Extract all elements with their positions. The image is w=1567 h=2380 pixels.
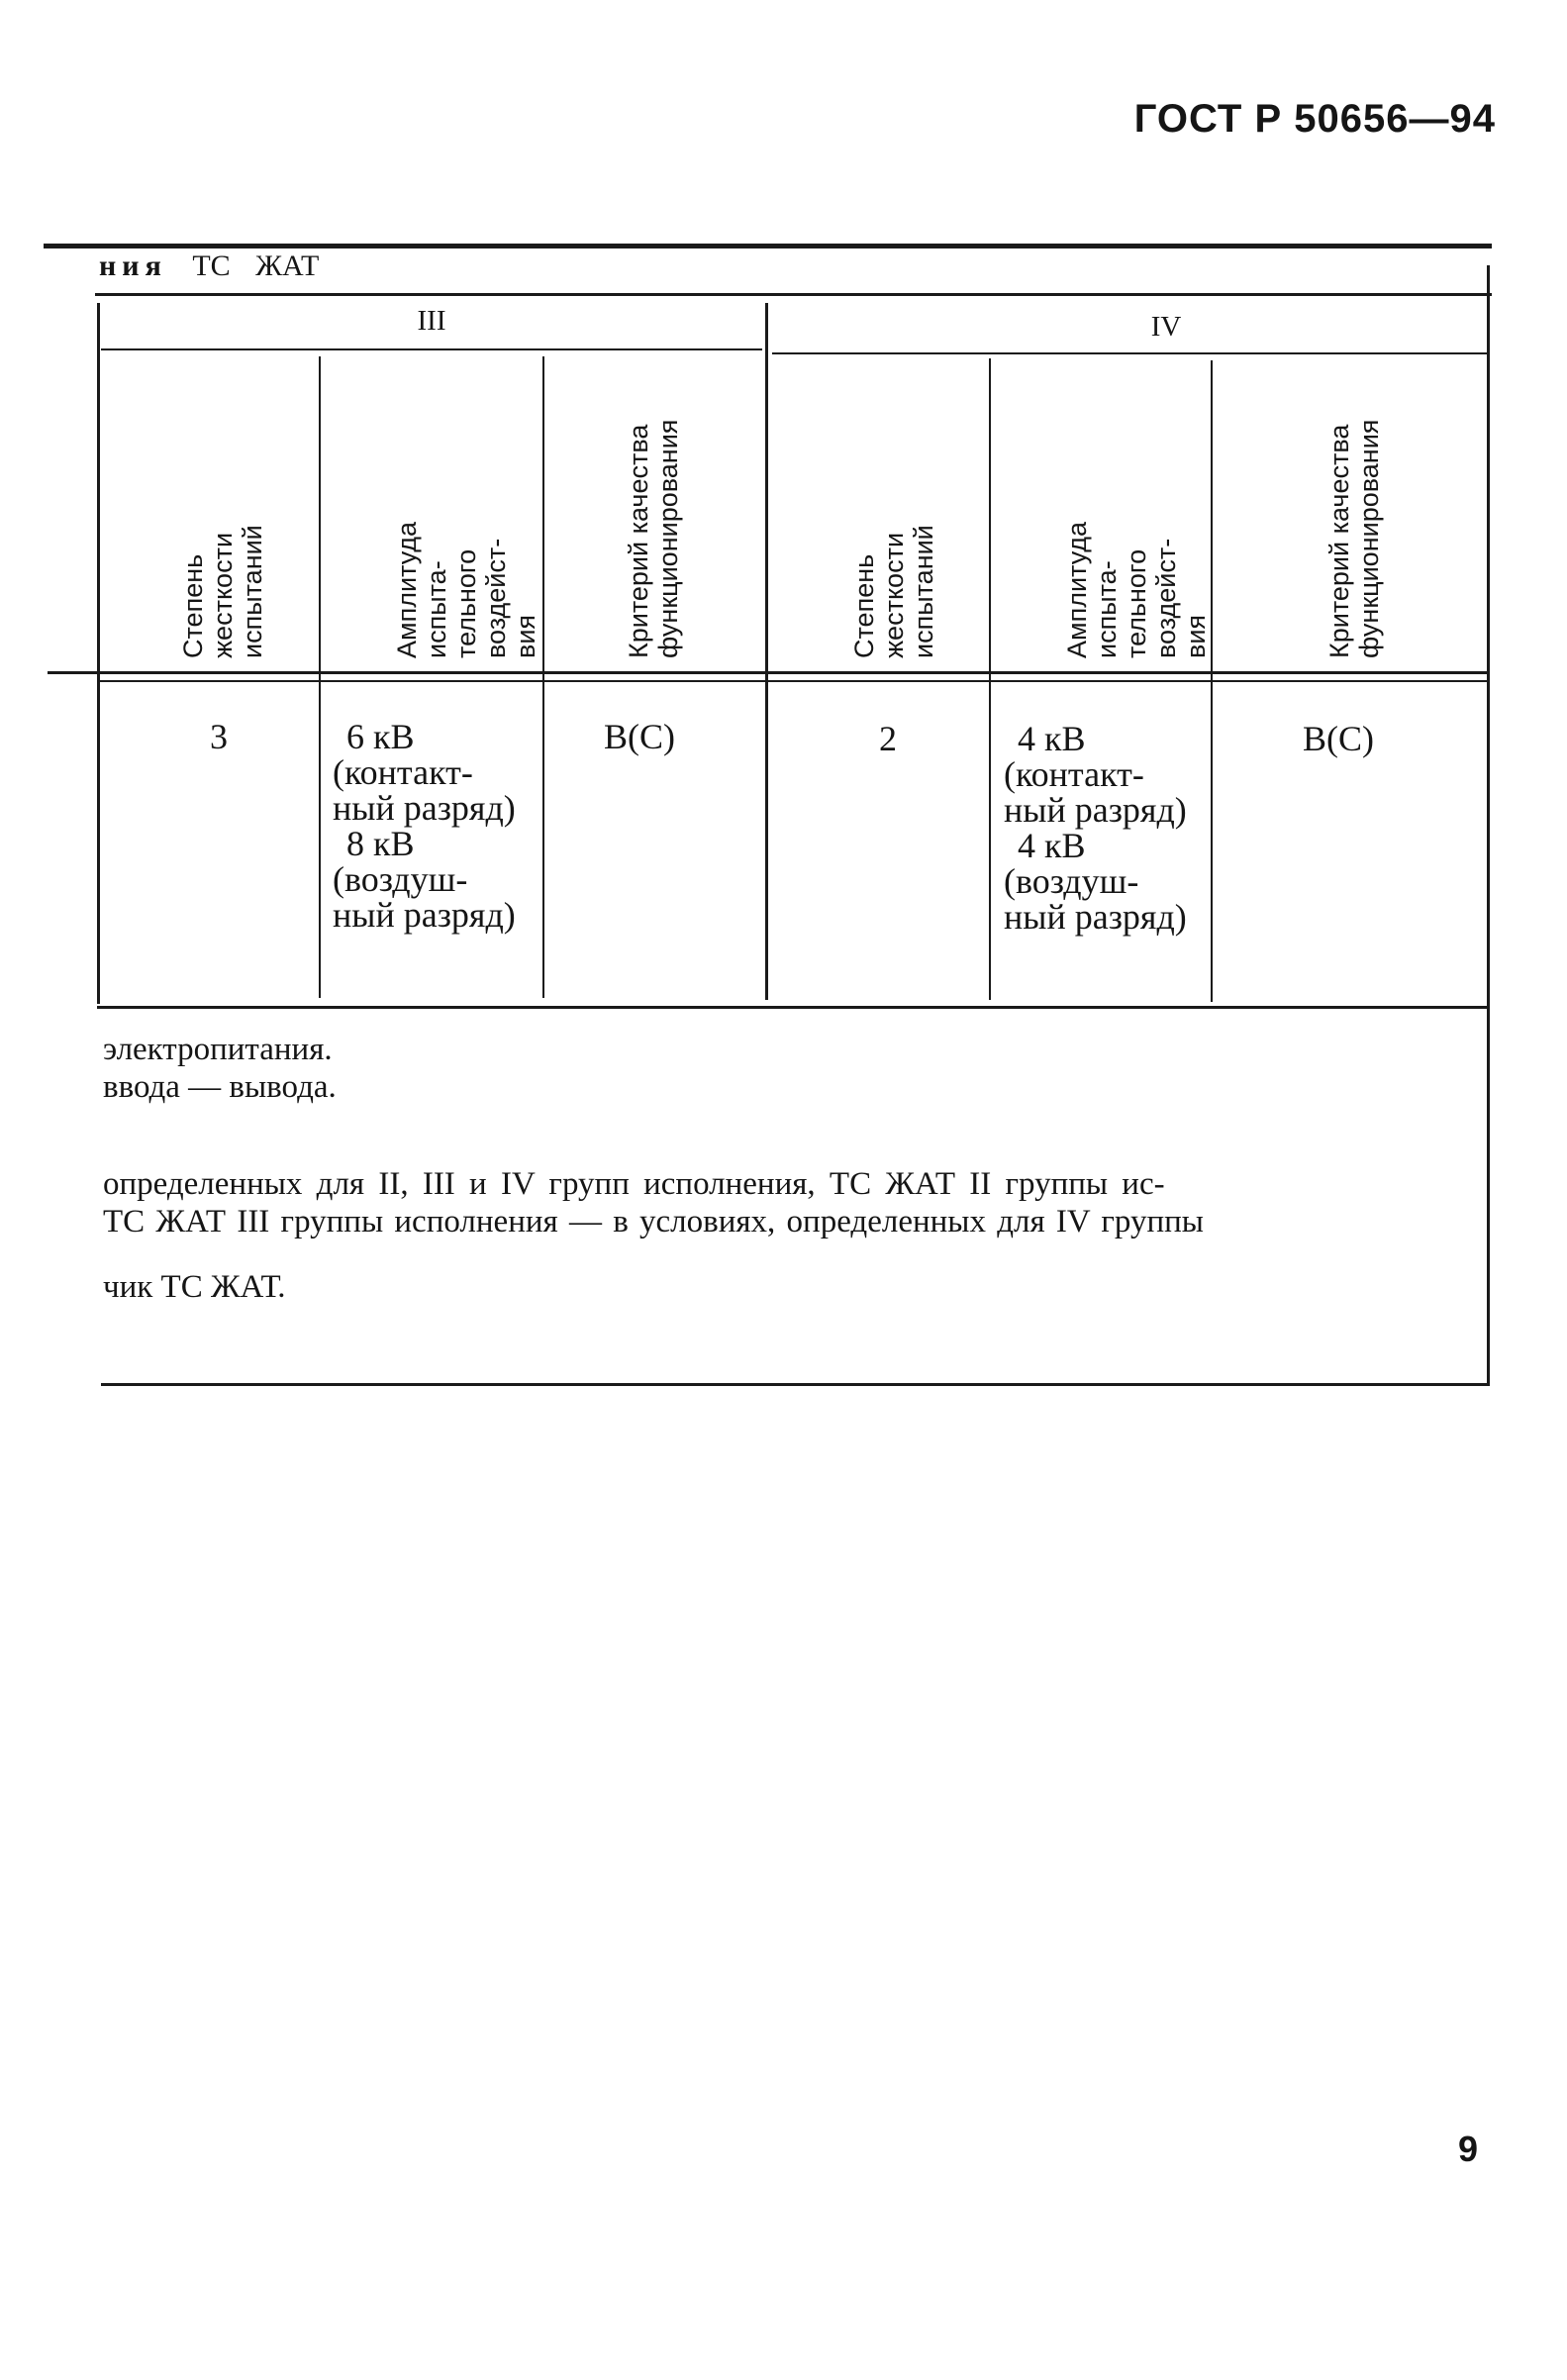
col-divider-2	[542, 356, 544, 998]
amplitude-line: (воздуш-	[333, 859, 468, 899]
col-header-iv-amplitude: Амплитуда испыта- тельного воздейст- вия	[1062, 521, 1211, 658]
cell-iii-amplitude	[333, 719, 516, 933]
cell-iv-severity: 2	[879, 719, 897, 758]
group-iii-rule	[101, 348, 762, 350]
col-divider-4	[989, 358, 991, 1000]
amplitude-line: ный разряд)	[333, 788, 516, 828]
group-divider	[765, 303, 768, 1000]
amplitude-line: ный разряд)	[1004, 897, 1187, 937]
amplitude-line: 4 кВ	[1018, 719, 1086, 758]
note-line: ввода — вывода.	[103, 1069, 337, 1105]
body-line: ТС ЖАТ III группы исполнения — в условиях, определенных для IV группы	[103, 1204, 1204, 1240]
col-header-iv-criterion: Критерий качества функционирования	[1324, 419, 1384, 658]
header-bottom-rule-2	[97, 680, 1487, 682]
col-divider-1	[319, 356, 321, 998]
amplitude-line: (контакт-	[333, 752, 473, 792]
amplitude-line: 6 кВ	[346, 717, 415, 756]
col-header-iv-severity: Степень жесткости испытаний	[849, 525, 938, 658]
header-bottom-rule	[48, 671, 1487, 674]
amplitude-line: 8 кВ	[346, 824, 415, 863]
cell-iv-amplitude	[1004, 721, 1187, 935]
group-iii-label: III	[417, 305, 446, 337]
group-iv-label: IV	[1150, 311, 1182, 343]
table-caption	[99, 249, 319, 283]
amplitude-line: (контакт-	[1004, 754, 1144, 794]
group-iv-rule	[772, 352, 1487, 354]
document-code: ГОСТ Р 50656—94	[1133, 97, 1496, 141]
col-header-iii-criterion: Критерий качества функционирования	[624, 419, 683, 658]
cell-iii-severity: 3	[210, 717, 228, 756]
page-number: 9	[1458, 2129, 1479, 2169]
amplitude-line: ный разряд)	[1004, 790, 1187, 830]
table-caption-rule	[95, 293, 1492, 296]
amplitude-line: 4 кВ	[1018, 826, 1086, 865]
caption-prefix: ния	[99, 249, 167, 282]
body-line: чик ТС ЖАТ.	[103, 1269, 286, 1305]
caption-rest: ТС ЖАТ	[192, 249, 320, 282]
col-header-iii-severity: Степень жесткости испытаний	[178, 525, 267, 658]
table-left-border	[97, 303, 100, 1004]
page-bottom-rule	[101, 1383, 1490, 1386]
cell-iii-criterion: B(C)	[604, 717, 675, 756]
col-header-iii-amplitude: Амплитуда испыта- тельного воздейст- вия	[392, 521, 540, 658]
amplitude-line: ный разряд)	[333, 895, 516, 935]
cell-iv-criterion: B(C)	[1303, 719, 1374, 758]
table-bottom-rule	[97, 1006, 1487, 1009]
note-line: электропитания.	[103, 1032, 333, 1067]
table-top-rule	[44, 244, 1492, 248]
amplitude-line: (воздуш-	[1004, 861, 1139, 901]
body-line: определенных для II, III и IV групп исполнения, ТС ЖАТ II группы ис-	[103, 1166, 1165, 1202]
table-right-border	[1487, 265, 1490, 1384]
